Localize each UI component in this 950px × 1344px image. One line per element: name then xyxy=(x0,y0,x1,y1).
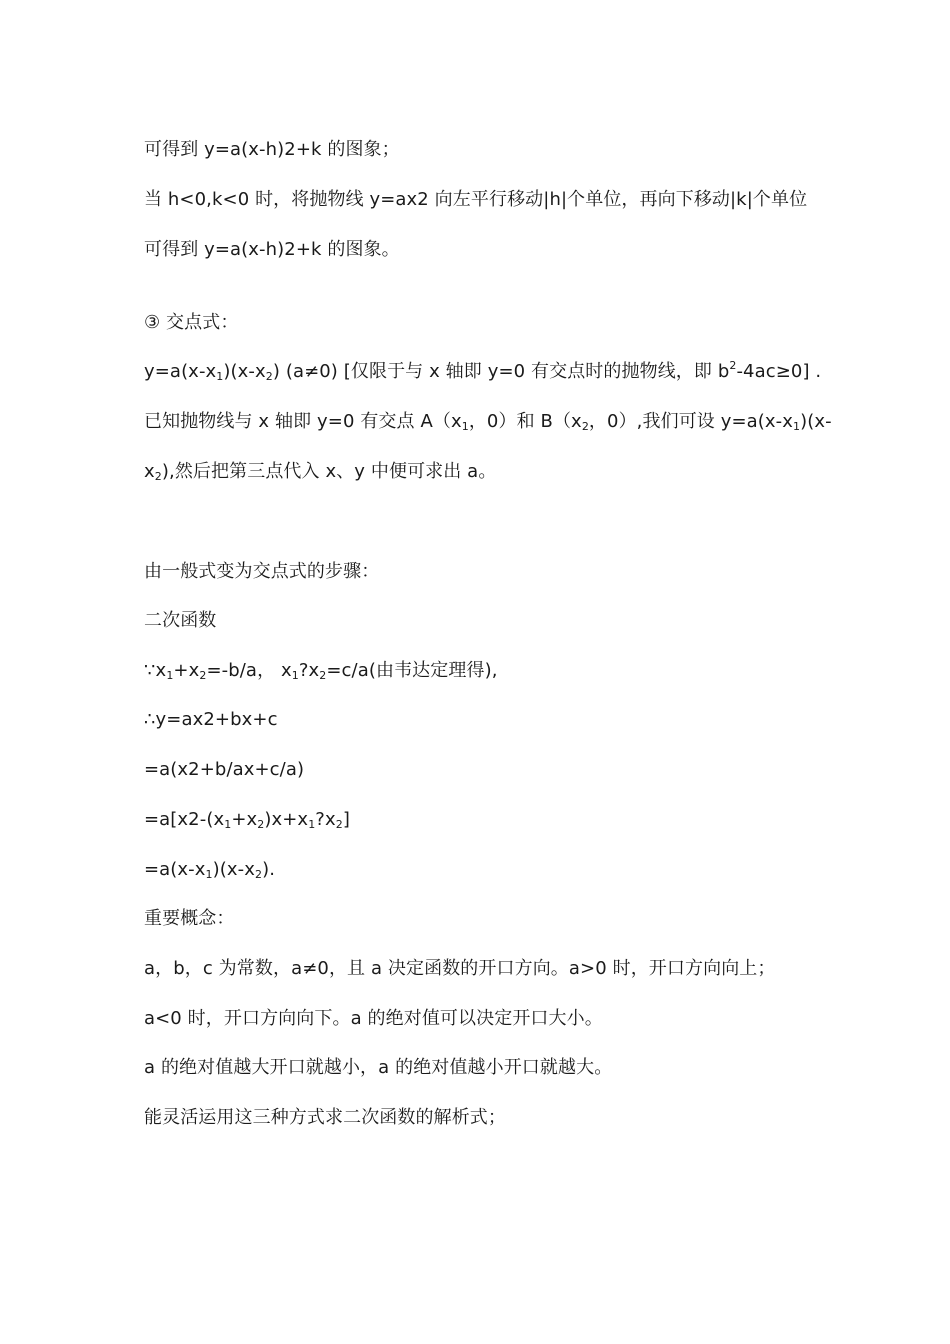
text-line-16: a，b，c 为常数，a≠0，且 a 决定函数的开口方向。a>0 时，开口方向向上； xyxy=(144,958,776,979)
derivation-step-3: $=a[x2-(x_1+x_2)x+x_1?x_2]$ xyxy=(144,809,350,831)
text-line-7: $x_2$),然后把第三点代入 x、y 中便可求出 a。 xyxy=(144,461,497,483)
derivation-step-1: ∴y=ax2+bx+c xyxy=(144,709,278,730)
derivation-step-4: $=a(x-x_1)(x-x_2)$. xyxy=(144,859,276,881)
section-heading-intercept-form: ③ 交点式： xyxy=(144,312,239,333)
intercept-form-formula: $y=a(x-x_1)(x-x_2)$ (a≠0) [仅限于与 x 轴即 y=0 有交点时的抛物线，即 $b^2-4ac\ge 0$] . xyxy=(144,359,822,383)
vieta-formula-line: $\because x_1+x_2=-b/a$， $x_1?x_2=c/a$(由韦达定理得), xyxy=(144,660,498,682)
text-line-19: 能灵活运用这三种方式求二次函数的解析式； xyxy=(144,1107,506,1128)
text-line-1: 可得到 y=a(x-h)2+k 的图象； xyxy=(144,139,400,160)
section-heading-key-concepts: 重要概念： xyxy=(144,908,235,929)
text-line-9: 二次函数 xyxy=(144,610,217,631)
text-line-18: a 的绝对值越大开口就越小，a 的绝对值越小开口就越大。 xyxy=(144,1057,613,1078)
derivation-step-2: =a(x2+b/ax+c/a) xyxy=(144,759,305,780)
text-line-2: 当 h<0,k<0 时，将抛物线 y=ax2 向左平行移动|h|个单位，再向下移动|k|个单位 xyxy=(144,189,808,210)
section-heading-conversion-steps: 由一般式变为交点式的步骤： xyxy=(144,561,380,582)
text-line-3: 可得到 y=a(x-h)2+k 的图象。 xyxy=(144,239,400,260)
text-line-6: 已知抛物线与 x 轴即 y=0 有交点 $A(x_1$，0）和 $B(x_2$，0）,我们可设 $y=a(x-x_1)(x-$ xyxy=(144,411,832,433)
text-line-17: a<0 时，开口方向向下。a 的绝对值可以决定开口大小。 xyxy=(144,1008,603,1029)
